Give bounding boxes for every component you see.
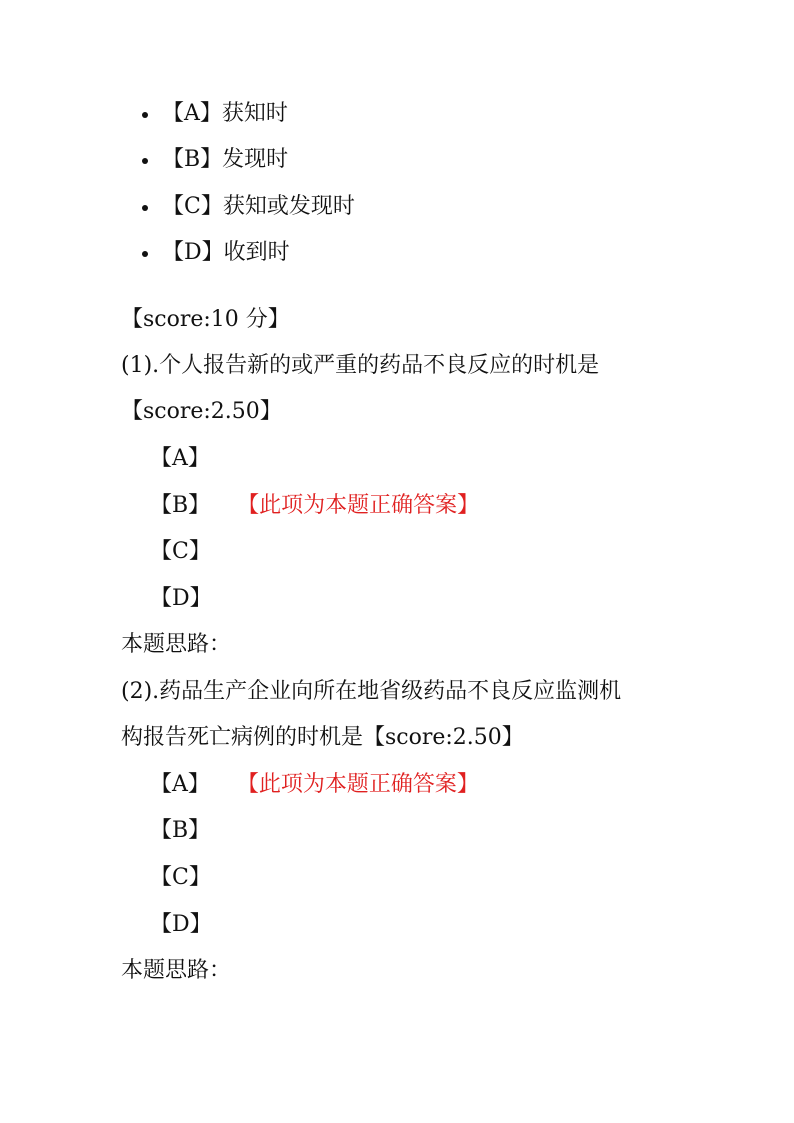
q1-stem-line2: 【score:2.50】 [121,399,282,424]
answer-label: 【A】 [150,772,210,797]
q2-answer-b [150,816,210,846]
bullet-icon [142,205,148,211]
score-header: 【score:10 分】 [121,307,290,332]
answer-label: 【B】 [150,818,211,843]
q1-stem-line1: (1).个人报告新的或严重的药品不良反应的时机是 [121,353,600,378]
answer-label: 【D】 [150,586,212,611]
answer-label: 【C】 [150,865,211,890]
option-label: 【B】发现时 [162,147,289,172]
answer-label: 【C】 [150,539,211,564]
q1-answer-c [150,537,211,567]
answer-label: 【A】 [150,446,210,471]
bullet-icon [142,251,148,257]
option-label: 【D】收到时 [162,240,290,265]
bullet-icon [142,112,148,118]
q2-thinking: 本题思路： [121,958,232,983]
q2-answer-d [150,910,212,940]
q2-answer-a [150,770,479,800]
option-label: 【C】获知或发现时 [162,194,355,219]
q2-stem-line2: 构报告死亡病例的时机是【score:2.50】 [121,725,524,750]
correct-answer-mark: 【此项为本题正确答案】 [247,772,479,797]
bullet-icon [142,158,148,164]
q1-answer-a [150,444,210,474]
q1-thinking: 本题思路： [121,632,232,657]
q2-answer-c [150,863,211,893]
q1-answer-d [150,584,212,614]
q2-stem-line1: (2).药品生产企业向所在地省级药品不良反应监测机 [121,679,622,704]
correct-answer-mark: 【此项为本题正确答案】 [248,493,480,518]
q1-answer-b [150,491,479,521]
answer-label: 【D】 [150,912,212,937]
answer-label: 【B】 [150,493,211,518]
option-label: 【A】获知时 [162,101,288,126]
